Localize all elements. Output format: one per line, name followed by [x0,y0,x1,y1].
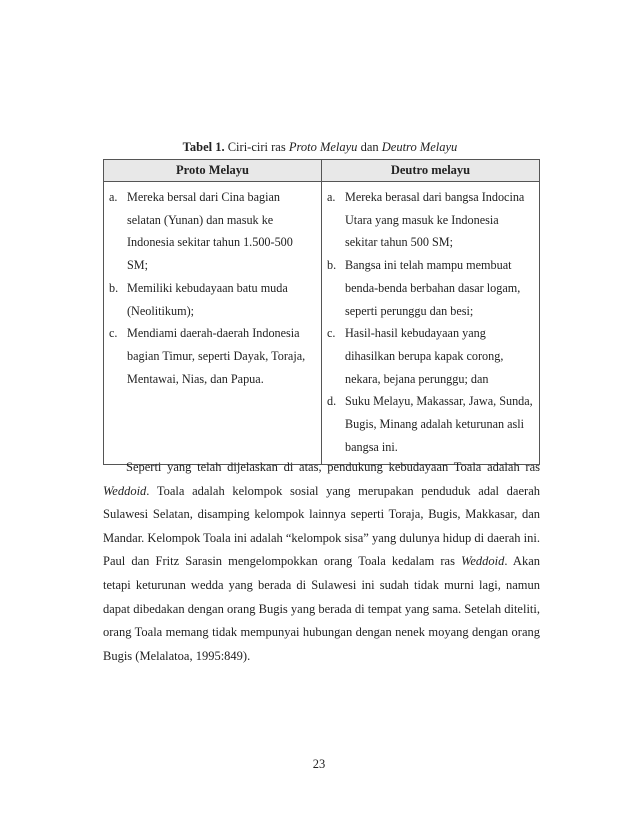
list-text: Memiliki kebudayaan batu muda (Neolitikum); [127,280,288,318]
caption-deutro-melayu: Deutro Melayu [381,140,458,154]
caption-text-b: dan [357,140,382,154]
table-row [104,182,540,465]
list-text: Mereka berasal dari bangsa Indocina Utara yang masuk ke Indonesia sekitar tahun 500 SM; [345,190,525,250]
caption-text-a: Ciri-ciri ras [224,140,289,154]
header-deutro-melayu: Deutro melayu [322,160,540,182]
list-marker: d. [327,394,337,409]
table-header-row [104,160,540,182]
list-item [327,390,533,458]
list-marker: b. [109,280,119,295]
page-number: 23 [312,757,326,771]
list-text: Mereka bersal dari Cina bagian selatan (Yunan) dan masuk ke Indonesia sekitar tahun 1.500-500 SM; [127,190,293,273]
paragraph-weddoid-1: Weddoid [103,483,147,498]
list-marker: a. [109,190,118,204]
list-item [109,186,315,277]
list-text: Hasil-hasil kebudayaan yang dihasilkan berupa kapak corong, nekara, bejana perunggu; dan [345,326,504,386]
deutro-melayu-list [327,186,533,458]
paragraph-text-2: . Toala adalah kelompok sosial yang merupakan penduduk adal daerah Sulawesi Selatan, disamping kelompok lainnya seperti Toraja, Bugis, Makkasar, dan Mandar. Kelompok Toala ini adalah “kelompok sisa” yang dulunya hidup di daerah ini. Paul dan Fritz Sarasin mengelompokkan orang Toala kedalam ras [103,483,540,569]
list-marker: a. [327,190,336,204]
paragraph-text-1: Seperti yang telah dijelaskan di atas, pendukung kebudayaan Toala adalah ras [126,460,540,474]
list-marker: c. [109,326,118,341]
body-paragraph [103,456,540,668]
proto-melayu-list [109,186,315,390]
list-text: Bangsa ini telah mampu membuat benda-benda berbahan dasar logam, seperti perunggu dan besi; [345,258,521,318]
table-caption [100,139,540,155]
proto-melayu-cell [104,182,322,465]
list-marker: c. [327,326,336,341]
paragraph-text-3: . Akan tetapi keturunan wedda yang berada di Sulawesi ini sudah tidak murni lagi, namun dapat dibedakan dengan orang Bugis yang berada di tempat yang sama. Setelah diteliti, orang Toala memang tidak mempunyai hubungan dengan nenek moyang dengan orang Bugis (Melalatoa, 1995:849). [103,554,540,663]
list-marker: b. [327,258,337,273]
list-text: Suku Melayu, Makassar, Jawa, Sunda, Bugis, Minang adalah keturunan asli bangsa ini. [345,394,533,454]
list-item [109,322,315,390]
list-item [327,254,533,322]
list-item [109,277,315,322]
caption-proto-melayu: Proto Melayu [288,140,358,154]
caption-label: Tabel 1. [182,140,225,154]
list-item [327,322,533,390]
list-item [327,186,533,254]
deutro-melayu-cell [322,182,540,465]
header-proto-melayu: Proto Melayu [104,160,322,182]
comparison-table [103,159,540,465]
paragraph-weddoid-2: Weddoid [461,554,505,569]
list-text: Mendiami daerah-daerah Indonesia bagian Timur, seperti Dayak, Toraja, Mentawai, Nias, dan Papua. [127,326,306,386]
